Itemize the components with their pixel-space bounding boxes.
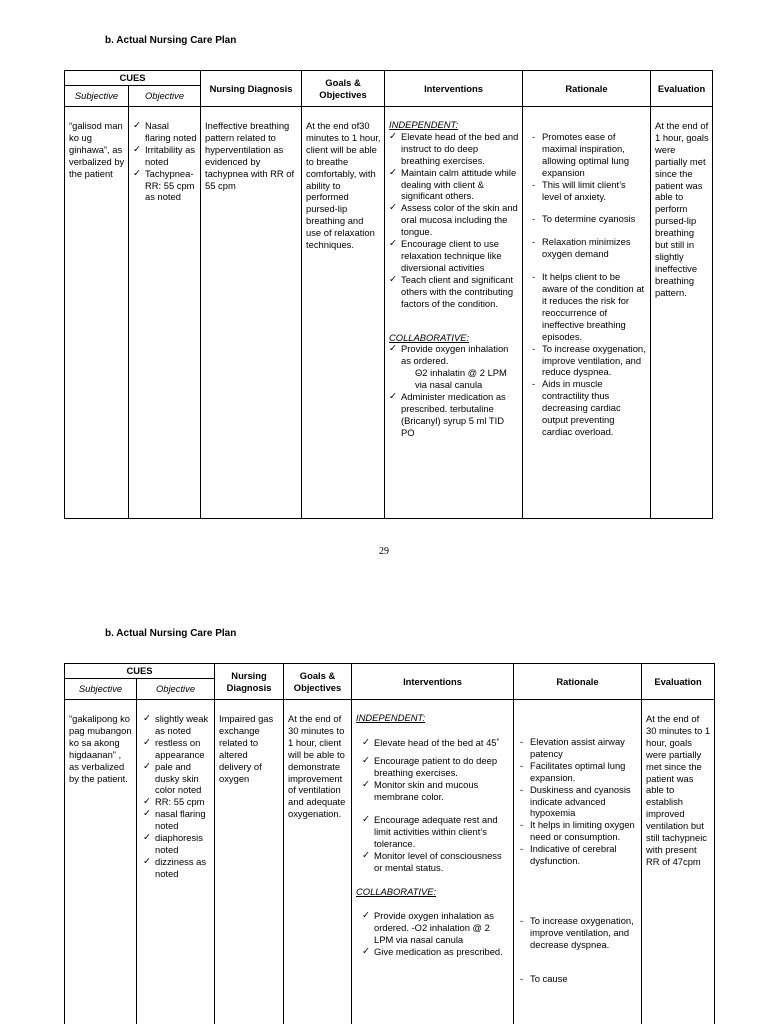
diagnosis-text: Impaired gas exchange related to altered delivery of oxygen xyxy=(219,713,274,784)
rationale-cell xyxy=(514,700,642,1024)
document-page-2 xyxy=(0,588,768,1024)
intervention-item: ✓ Encourage patient to do deep breathing exercises. xyxy=(362,755,510,779)
header-objective: Objective xyxy=(129,86,201,107)
rationale-item: - Elevation assist airway patency xyxy=(518,736,638,760)
rationale-item: - Facilitates optimal lung expansion. xyxy=(518,760,638,784)
independent-heading: INDEPENDENT: xyxy=(389,119,459,130)
header-subjective: Subjective xyxy=(65,679,137,700)
header-objective: Objective xyxy=(137,679,215,700)
rationale-item: - Promotes ease of maximal inspiration, allowing optimal lung expansion xyxy=(530,131,647,179)
rationale-item: - To increase oxygenation, improve ventilation, and decrease dyspnea. xyxy=(518,915,638,951)
collaborative-item: ✓ Give medication as prescribed. xyxy=(362,946,510,958)
collaborative-subitem: - O2 inhalatin @ 2 LPM via nasal canula xyxy=(401,367,519,391)
header-goals-objectives: Goals & Objectives xyxy=(284,664,352,700)
header-nursing-diagnosis: Nursing Diagnosis xyxy=(201,71,302,107)
goals-cell xyxy=(302,107,385,519)
header-rationale: Rationale xyxy=(523,71,651,107)
page-title: b. Actual Nursing Care Plan xyxy=(105,35,237,46)
objective-item: ✓ Irritability as noted xyxy=(133,144,197,168)
header-subjective: Subjective xyxy=(65,86,129,107)
interventions-cell xyxy=(385,107,523,519)
diagnosis-text: Ineffective breathing pattern related to hyperventilation as evidenced by tachypnea with RR of 55 cpm xyxy=(205,120,295,191)
objective-item: ✓ RR: 55 cpm xyxy=(143,796,211,808)
header-rationale: Rationale xyxy=(514,664,642,700)
diagnosis-cell xyxy=(215,700,284,1024)
evaluation-text: At the end of 30 minutes to 1 hour, goals were partially met since the patient was able to establish improved ventilation but still tachypneic with present RR of 47cpm xyxy=(646,713,711,867)
evaluation-cell xyxy=(642,700,715,1024)
interventions-cell xyxy=(352,700,514,1024)
diagnosis-cell xyxy=(201,107,302,519)
header-goals-objectives: Goals & Objectives xyxy=(302,71,385,107)
collaborative-item: ✓ Provide oxygen inhalation as ordered. -O2 inhalation @ 2 LPM via nasal canula xyxy=(362,910,510,946)
objective-item: ✓ restless on appearance xyxy=(143,737,211,761)
header-cues: CUES xyxy=(65,664,215,679)
subjective-text: “galisod man ko ug ginhawa”, as verbalized by the patient xyxy=(69,120,125,179)
objective-item: ✓ pale and dusky skin color noted xyxy=(143,761,211,797)
collaborative-item-text: Provide oxygen inhalation as ordered. xyxy=(401,343,509,367)
objective-cell xyxy=(129,107,201,519)
intervention-item: ✓ Monitor level of consciousness or mental status. xyxy=(362,850,510,874)
objective-item: ✓ Tachypnea-RR: 55 cpm as noted xyxy=(133,168,197,204)
objective-item: ✓ Nasal flaring noted xyxy=(133,120,197,144)
rationale-item: - To increase oxygenation, improve ventilation, and reduce dyspnea. xyxy=(530,343,647,379)
evaluation-text: At the end of 1 hour, goals were partially met since the patient was able to perform pursed-lip breathing but still in slightly ineffective breathing pattern. xyxy=(655,120,709,298)
rationale-item: - Relaxation minimizes oxygen demand xyxy=(530,236,647,260)
goals-text: At the end of30 minutes to 1 hour, client will be able to breathe comfortably, with ability to performed pursed-lip breathing and use of relaxation techniques. xyxy=(306,120,381,251)
intervention-item: ✓ Encourage adequate rest and limit activities within client’s tolerance. xyxy=(362,814,510,850)
collaborative-heading: COLLABORATIVE: xyxy=(389,331,470,343)
subjective-cell xyxy=(65,107,129,519)
intervention-item: ✓ Elevate head of the bed at 45˚ xyxy=(362,737,510,749)
objective-item: ✓ slightly weak as noted xyxy=(143,713,211,737)
evaluation-cell xyxy=(651,107,713,519)
nursing-care-plan-table xyxy=(64,70,713,519)
objective-item: ✓ diaphoresis noted xyxy=(143,832,211,856)
independent-heading: INDEPENDENT: xyxy=(356,712,426,723)
page-title: b. Actual Nursing Care Plan xyxy=(105,628,237,639)
collaborative-heading: COLLABORATIVE: xyxy=(356,885,437,897)
subjective-text: “gakalipong ko pag mubangon ko sa akong higdaanan” , as verbalized by the patient. xyxy=(69,713,132,784)
intervention-item: ✓ Assess color of the skin and oral mucosa including the tongue. xyxy=(389,202,519,238)
header-interventions: Interventions xyxy=(352,664,514,700)
intervention-item: ✓ Elevate head of the bed and instruct to do deep breathing exercises. xyxy=(389,131,519,167)
rationale-item: - It helps client to be aware of the condition at it reduces the risk for reoccurrence of ineffective breathing episodes. xyxy=(530,271,647,342)
rationale-item: - Aids in muscle contractility thus decreasing cardiac output preventing cardiac overload. xyxy=(530,378,647,438)
goals-cell xyxy=(284,700,352,1024)
rationale-item: - It helps in limiting oxygen need or consumption. xyxy=(518,819,638,843)
intervention-item: ✓ Teach client and significant others with the contributing factors of the condition. xyxy=(389,274,519,310)
subjective-cell xyxy=(65,700,137,1024)
header-nursing-diagnosis: Nursing Diagnosis xyxy=(215,664,284,700)
rationale-item: - Indicative of cerebral dysfunction. xyxy=(518,843,638,867)
intervention-item: ✓ Encourage client to use relaxation technique like diversional activities xyxy=(389,238,519,274)
header-evaluation: Evaluation xyxy=(642,664,715,700)
collaborative-item: ✓ Administer medication as prescribed. terbutaline (Bricanyl) syrup 5 ml TID PO xyxy=(389,391,519,439)
header-evaluation: Evaluation xyxy=(651,71,713,107)
rationale-item: - This will limit client’s level of anxiety. xyxy=(530,179,647,203)
goals-text: At the end of 30 minutes to 1 hour, client will be able to demonstrate improvement of ventilation and adequate oxygenation. xyxy=(288,713,346,820)
objective-item: ✓ nasal flaring noted xyxy=(143,808,211,832)
intervention-item: ✓ Monitor skin and mucous membrane color. xyxy=(362,779,510,803)
header-cues: CUES xyxy=(65,71,201,86)
nursing-care-plan-table xyxy=(64,663,715,1024)
header-interventions: Interventions xyxy=(385,71,523,107)
objective-item: ✓ dizziness as noted xyxy=(143,856,211,880)
collaborative-item xyxy=(389,343,519,391)
rationale-item: - To determine cyanosis xyxy=(530,213,647,225)
rationale-item: - To cause xyxy=(518,973,638,985)
rationale-item: - Duskiness and cyanosis indicate advanced hypoxemia xyxy=(518,784,638,820)
page-number: 29 xyxy=(379,546,389,557)
rationale-cell xyxy=(523,107,651,519)
objective-cell xyxy=(137,700,215,1024)
intervention-item: ✓ Maintain calm attitude while dealing with client & significant others. xyxy=(389,167,519,203)
